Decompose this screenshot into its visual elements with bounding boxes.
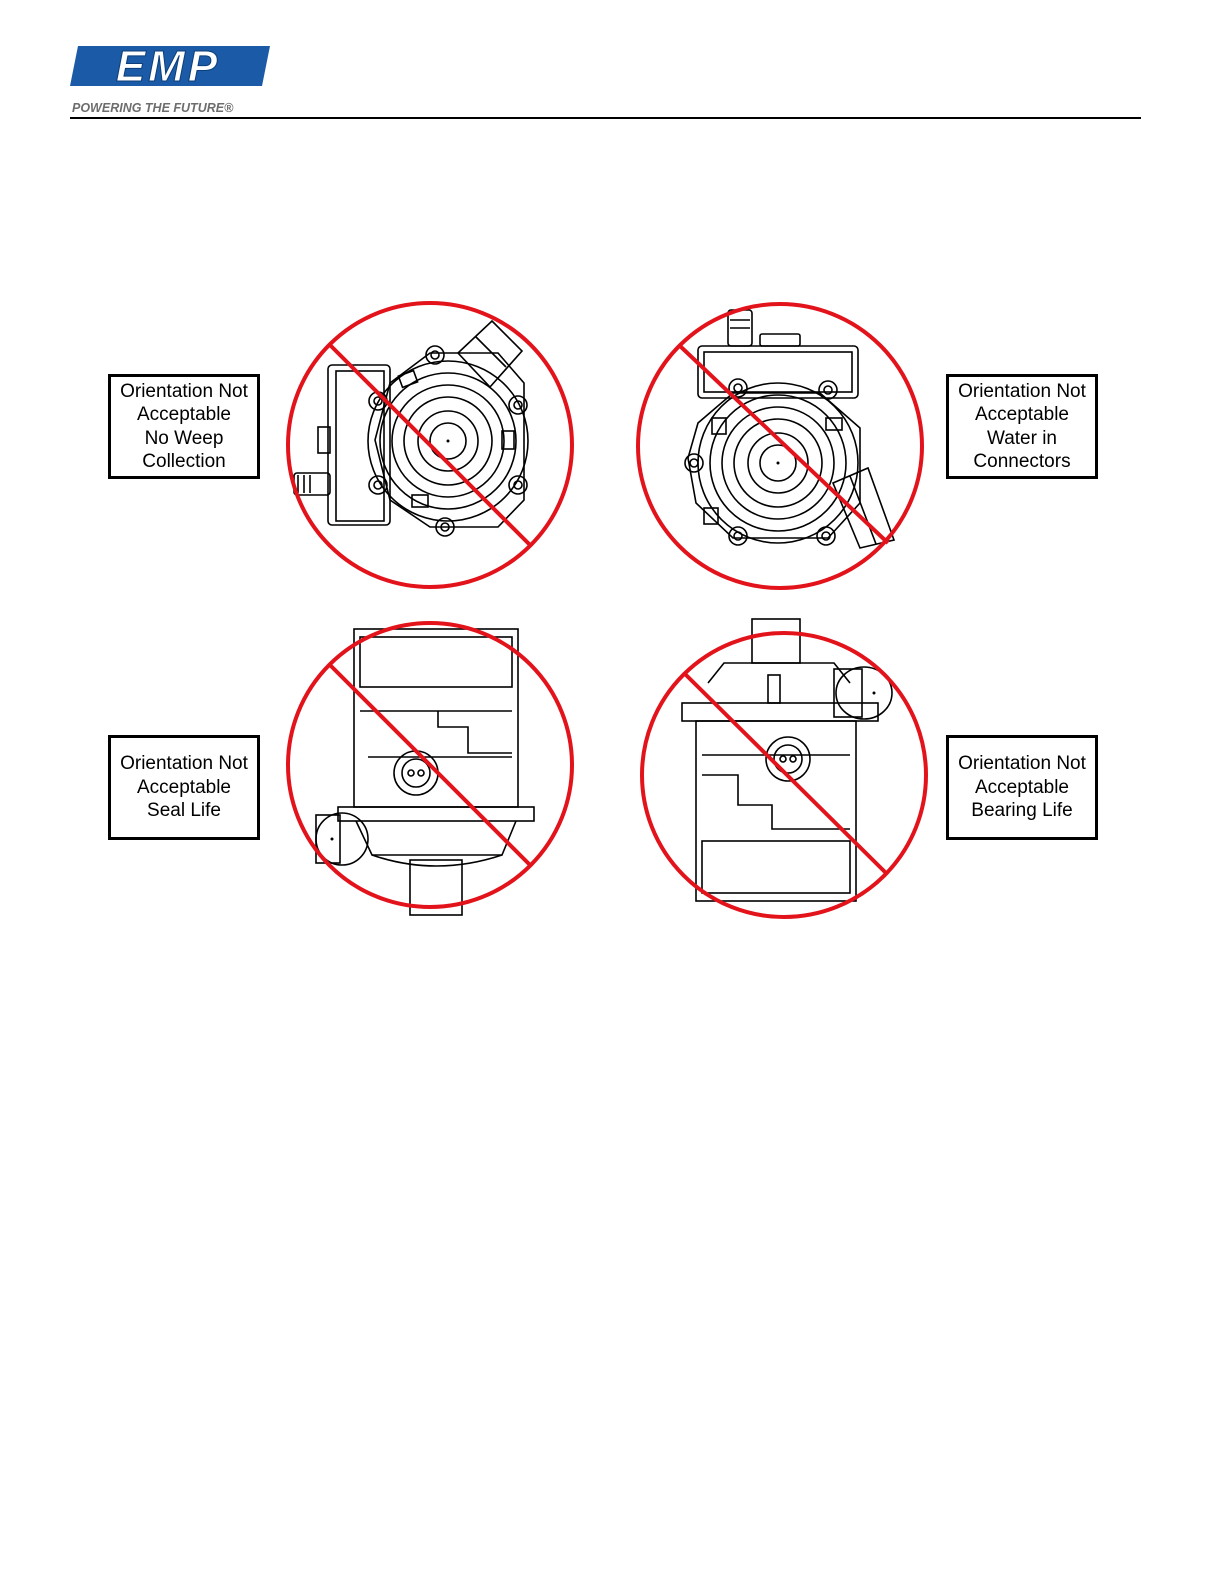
- label-water-in-connectors: [946, 374, 1098, 479]
- label-line: Orientation Not: [120, 380, 248, 402]
- label-line: Acceptable: [974, 404, 1069, 425]
- label-seal-life: [108, 735, 260, 840]
- prohibited-slash: [330, 665, 530, 865]
- pump-diagram-seal-life: [280, 615, 580, 920]
- label-line: No Weep: [144, 427, 224, 449]
- label-line: Orientation Not: [958, 753, 1086, 775]
- pump-diagram-water-in-connectors: [638, 298, 938, 598]
- label-line: Acceptable: [136, 404, 231, 425]
- emp-logo: [70, 42, 275, 118]
- header-rule: [70, 117, 1141, 119]
- label-line: Seal Life: [147, 800, 221, 822]
- prohibited-slash: [680, 346, 888, 543]
- label-line: Orientation Not: [120, 753, 248, 775]
- pump-diagram-no-weep: [280, 295, 580, 595]
- logo-wordmark: EMP: [115, 42, 221, 91]
- label-line: Water in: [986, 427, 1058, 449]
- label-line: Acceptable: [136, 776, 231, 798]
- label-bearing-life: [946, 735, 1098, 840]
- label-no-weep-collection: [108, 374, 260, 479]
- label-line: Acceptable: [974, 776, 1069, 798]
- label-line: Bearing Life: [971, 800, 1073, 822]
- label-line: Collection: [142, 451, 226, 472]
- label-line: Orientation Not: [958, 380, 1086, 402]
- pump-diagram-bearing-life: [638, 615, 938, 920]
- label-line: Connectors: [973, 451, 1071, 472]
- logo-tagline: POWERING THE FUTURE®: [72, 101, 234, 115]
